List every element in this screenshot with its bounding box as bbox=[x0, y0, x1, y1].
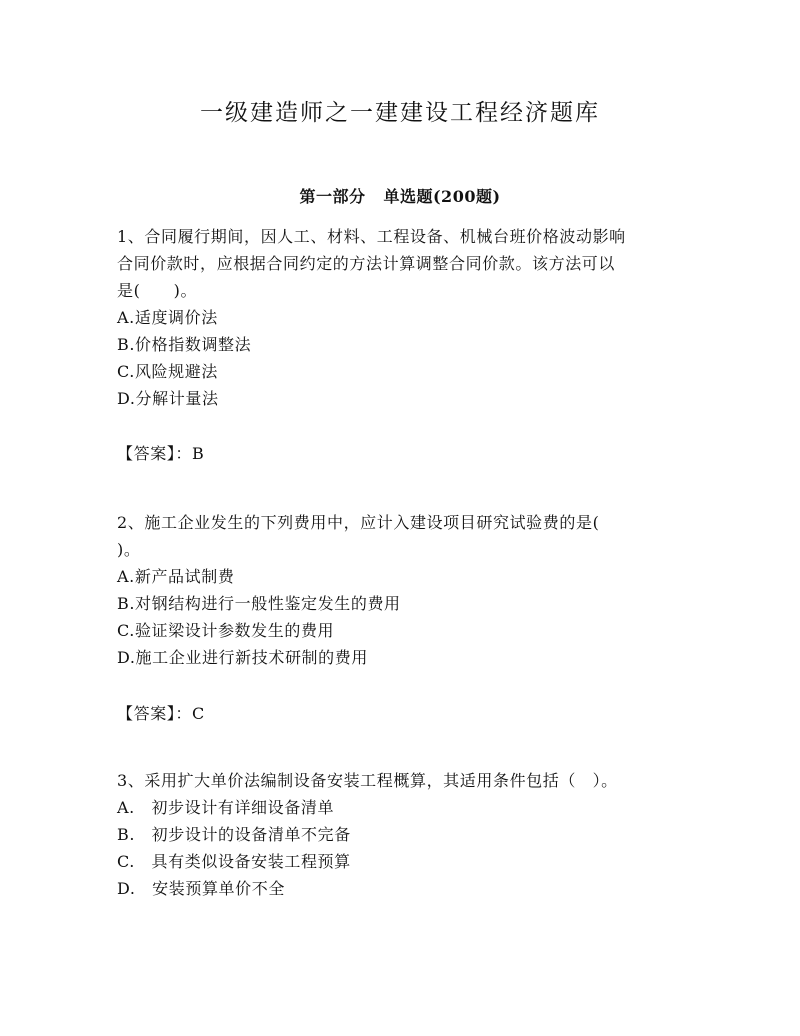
question-1-option-d: D.分解计量法 bbox=[117, 389, 219, 408]
document-title: 一级建造师之一建建设工程经济题库 bbox=[200, 100, 600, 126]
question-2-stem-line-2: )。 bbox=[117, 540, 141, 559]
answer-line bbox=[117, 700, 687, 727]
question-3-stem-line-1: 3、采用扩大单价法编制设备安装工程概算，其适用条件包括（ ）。 bbox=[117, 771, 618, 790]
question-2-option-d: D.施工企业进行新技术研制的费用 bbox=[117, 648, 368, 667]
question-3-option-a: A. 初步设计有详细设备清单 bbox=[117, 798, 335, 817]
question-2 bbox=[117, 509, 687, 671]
section-heading bbox=[0, 184, 800, 207]
section-type: 单选题(200题) bbox=[383, 187, 501, 206]
answer-label: 【答案】： bbox=[117, 704, 193, 723]
question-2-answer bbox=[117, 700, 687, 727]
question-3-option-d: D. 安装预算单价不全 bbox=[117, 879, 285, 898]
section-part: 第一部分 bbox=[299, 187, 366, 206]
question-3-option-c: C. 具有类似设备安装工程预算 bbox=[117, 852, 351, 871]
question-3 bbox=[117, 767, 687, 902]
question-2-option-b: B.对钢结构进行一般性鉴定发生的费用 bbox=[117, 594, 401, 613]
answer-value: B bbox=[192, 444, 205, 463]
question-2-option-a: A.新产品试制费 bbox=[117, 567, 235, 586]
answer-line bbox=[117, 440, 687, 467]
question-1-option-c: C.风险规避法 bbox=[117, 362, 218, 381]
question-2-option-c: C.验证梁设计参数发生的费用 bbox=[117, 621, 335, 640]
question-1-stem-line-1: 1、合同履行期间，因人工、材料、工程设备、机械台班价格波动影响 bbox=[117, 227, 626, 246]
question-1-option-b: B.价格指数调整法 bbox=[117, 335, 252, 354]
question-1 bbox=[117, 223, 687, 412]
question-1-stem-line-2: 合同价款时，应根据合同约定的方法计算调整合同价款。该方法可以 bbox=[117, 254, 616, 273]
question-1-stem-line-3: 是( )。 bbox=[117, 281, 198, 300]
question-3-option-b: B. 初步设计的设备清单不完备 bbox=[117, 825, 351, 844]
question-2-stem-line-1: 2、施工企业发生的下列费用中，应计入建设项目研究试验费的是( bbox=[117, 513, 600, 532]
answer-label: 【答案】： bbox=[117, 444, 193, 463]
answer-value: C bbox=[192, 704, 205, 723]
question-1-option-a: A.适度调价法 bbox=[117, 308, 218, 327]
question-1-answer bbox=[117, 440, 687, 467]
